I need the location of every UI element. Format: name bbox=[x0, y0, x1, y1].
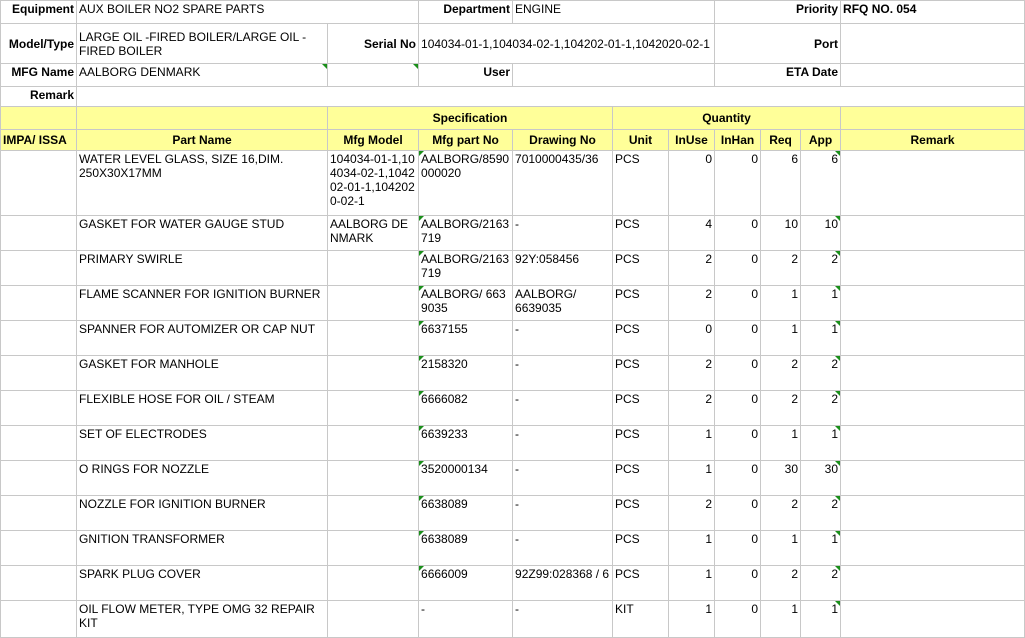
unit-cell[interactable]: PCS bbox=[613, 391, 669, 426]
impa-cell[interactable] bbox=[1, 461, 77, 496]
table-row bbox=[1, 286, 1025, 321]
drawing-no-header: Drawing No bbox=[513, 130, 613, 151]
drawing-no-cell[interactable]: - bbox=[513, 216, 613, 251]
mfg-model-cell[interactable] bbox=[328, 356, 419, 391]
req-cell[interactable]: 2 bbox=[761, 356, 801, 391]
mfg-model-cell[interactable] bbox=[328, 426, 419, 461]
table-row bbox=[1, 216, 1025, 251]
table-row bbox=[1, 496, 1025, 531]
remark-cell[interactable] bbox=[841, 601, 1025, 638]
req-cell[interactable]: 30 bbox=[761, 461, 801, 496]
table-row bbox=[1, 426, 1025, 461]
drawing-no-cell[interactable]: - bbox=[513, 601, 613, 638]
req-cell[interactable]: 1 bbox=[761, 531, 801, 566]
mfg-part-no-cell[interactable]: 6637155 bbox=[419, 321, 513, 356]
req-cell[interactable]: 2 bbox=[761, 391, 801, 426]
serial-label: Serial No bbox=[328, 24, 419, 64]
unit-cell[interactable]: PCS bbox=[613, 356, 669, 391]
inhan-cell[interactable]: 0 bbox=[715, 496, 761, 531]
priority-label: Priority bbox=[715, 1, 841, 24]
priority-value[interactable]: RFQ NO. 054 bbox=[841, 1, 1025, 24]
app-cell[interactable]: 2 bbox=[801, 391, 841, 426]
inuse-cell[interactable]: 2 bbox=[669, 391, 715, 426]
part-name-cell[interactable]: SET OF ELECTRODES bbox=[77, 426, 328, 461]
app-cell[interactable]: 10 bbox=[801, 216, 841, 251]
req-cell[interactable]: 1 bbox=[761, 321, 801, 356]
mfg-part-no-cell[interactable]: AALBORG/8590000020 bbox=[419, 151, 513, 216]
inhan-cell[interactable]: 0 bbox=[715, 286, 761, 321]
remark-cell[interactable] bbox=[841, 216, 1025, 251]
inuse-cell[interactable]: 1 bbox=[669, 566, 715, 601]
part-name-cell[interactable]: GASKET FOR MANHOLE bbox=[77, 356, 328, 391]
mfg-model-cell[interactable] bbox=[328, 601, 419, 638]
unit-header: Unit bbox=[613, 130, 669, 151]
impa-cell[interactable] bbox=[1, 566, 77, 601]
remark-header: Remark bbox=[841, 130, 1025, 151]
mfg-part-no-header: Mfg part No bbox=[419, 130, 513, 151]
part-name-cell[interactable]: NOZZLE FOR IGNITION BURNER bbox=[77, 496, 328, 531]
remark-value[interactable] bbox=[77, 87, 1025, 107]
inhan-cell[interactable]: 0 bbox=[715, 356, 761, 391]
mfg-model-cell[interactable] bbox=[328, 461, 419, 496]
drawing-no-cell[interactable]: - bbox=[513, 461, 613, 496]
inhan-cell[interactable]: 0 bbox=[715, 601, 761, 638]
app-cell[interactable]: 2 bbox=[801, 566, 841, 601]
inuse-cell[interactable]: 1 bbox=[669, 531, 715, 566]
inhan-header: InHan bbox=[715, 130, 761, 151]
app-cell[interactable]: 1 bbox=[801, 601, 841, 638]
part-name-cell[interactable]: O RINGS FOR NOZZLE bbox=[77, 461, 328, 496]
serial-value[interactable]: 104034-01-1,104034-02-1,104202-01-1,1042020-02-1 bbox=[419, 24, 715, 64]
app-cell[interactable]: 2 bbox=[801, 251, 841, 286]
inuse-cell[interactable]: 1 bbox=[669, 461, 715, 496]
mfg-label: MFG Name bbox=[1, 64, 77, 87]
req-cell[interactable]: 6 bbox=[761, 151, 801, 216]
inhan-cell[interactable]: 0 bbox=[715, 391, 761, 426]
unit-cell[interactable]: PCS bbox=[613, 531, 669, 566]
app-cell[interactable]: 2 bbox=[801, 496, 841, 531]
mfg-part-no-cell[interactable]: 3520000134 bbox=[419, 461, 513, 496]
mfg-part-no-cell[interactable]: AALBORG/2163719 bbox=[419, 216, 513, 251]
table-row bbox=[1, 321, 1025, 356]
app-cell[interactable]: 6 bbox=[801, 151, 841, 216]
unit-cell[interactable]: PCS bbox=[613, 251, 669, 286]
impa-cell[interactable] bbox=[1, 151, 77, 216]
unit-cell[interactable]: PCS bbox=[613, 496, 669, 531]
eta-label: ETA Date bbox=[715, 64, 841, 87]
remark-cell[interactable] bbox=[841, 391, 1025, 426]
mfg-part-no-cell[interactable]: 6638089 bbox=[419, 496, 513, 531]
impa-cell[interactable] bbox=[1, 321, 77, 356]
unit-cell[interactable]: PCS bbox=[613, 216, 669, 251]
mfg-part-no-cell[interactable]: 6666082 bbox=[419, 391, 513, 426]
model-value[interactable]: LARGE OIL -FIRED BOILER/LARGE OIL -FIRED BOILER bbox=[77, 24, 328, 64]
remark-cell[interactable] bbox=[841, 461, 1025, 496]
table-row bbox=[1, 151, 1025, 216]
app-cell[interactable]: 1 bbox=[801, 426, 841, 461]
specification-header: Specification bbox=[328, 107, 613, 130]
part-name-cell[interactable]: FLEXIBLE HOSE FOR OIL / STEAM bbox=[77, 391, 328, 426]
unit-cell[interactable]: PCS bbox=[613, 566, 669, 601]
part-name-cell[interactable]: OIL FLOW METER, TYPE OMG 32 REPAIR KIT bbox=[77, 601, 328, 638]
quantity-header: Quantity bbox=[613, 107, 841, 130]
inhan-cell[interactable]: 0 bbox=[715, 251, 761, 286]
req-cell[interactable]: 2 bbox=[761, 566, 801, 601]
table-row bbox=[1, 531, 1025, 566]
impa-cell[interactable] bbox=[1, 531, 77, 566]
equipment-row bbox=[1, 1, 1025, 24]
impa-cell[interactable] bbox=[1, 286, 77, 321]
unit-cell[interactable]: PCS bbox=[613, 426, 669, 461]
app-cell[interactable]: 1 bbox=[801, 286, 841, 321]
unit-cell[interactable]: PCS bbox=[613, 151, 669, 216]
table-row bbox=[1, 356, 1025, 391]
table-row bbox=[1, 601, 1025, 638]
drawing-no-cell[interactable]: 92Z99:028368 / 6 bbox=[513, 566, 613, 601]
inhan-cell[interactable]: 0 bbox=[715, 426, 761, 461]
drawing-no-cell[interactable]: - bbox=[513, 496, 613, 531]
req-cell[interactable]: 1 bbox=[761, 286, 801, 321]
part-name-cell[interactable]: WATER LEVEL GLASS, SIZE 16,DIM. 250X30X17MM bbox=[77, 151, 328, 216]
impa-header: IMPA/ ISSA bbox=[1, 130, 77, 151]
remark-cell[interactable] bbox=[841, 321, 1025, 356]
mfg-model-cell[interactable] bbox=[328, 531, 419, 566]
inhan-cell[interactable]: 0 bbox=[715, 321, 761, 356]
column-group-header bbox=[1, 107, 1025, 130]
mfg-model-cell[interactable] bbox=[328, 496, 419, 531]
impa-cell[interactable] bbox=[1, 251, 77, 286]
inuse-cell[interactable]: 2 bbox=[669, 286, 715, 321]
mfg-model-cell[interactable]: AALBORG DENMARK bbox=[328, 216, 419, 251]
column-header bbox=[1, 130, 1025, 151]
unit-cell[interactable]: PCS bbox=[613, 286, 669, 321]
part-name-cell[interactable]: SPARK PLUG COVER bbox=[77, 566, 328, 601]
inuse-cell[interactable]: 2 bbox=[669, 251, 715, 286]
inuse-cell[interactable]: 1 bbox=[669, 426, 715, 461]
req-cell[interactable]: 1 bbox=[761, 601, 801, 638]
inhan-cell[interactable]: 0 bbox=[715, 531, 761, 566]
remark-cell[interactable] bbox=[841, 356, 1025, 391]
impa-cell[interactable] bbox=[1, 426, 77, 461]
impa-group-cell bbox=[1, 107, 77, 130]
part-name-cell[interactable]: FLAME SCANNER FOR IGNITION BURNER bbox=[77, 286, 328, 321]
remark-label: Remark bbox=[1, 87, 77, 107]
mfg-model-cell[interactable] bbox=[328, 566, 419, 601]
part-name-cell[interactable]: GNITION TRANSFORMER bbox=[77, 531, 328, 566]
user-label: User bbox=[419, 64, 513, 87]
model-row bbox=[1, 24, 1025, 64]
part-name-header: Part Name bbox=[77, 130, 328, 151]
impa-cell[interactable] bbox=[1, 356, 77, 391]
part-name-cell[interactable]: SPANNER FOR AUTOMIZER OR CAP NUT bbox=[77, 321, 328, 356]
mfg-part-no-cell[interactable]: - bbox=[419, 601, 513, 638]
req-header: Req bbox=[761, 130, 801, 151]
mfg-model-cell[interactable] bbox=[328, 286, 419, 321]
eta-value[interactable] bbox=[841, 64, 1025, 87]
impa-cell[interactable] bbox=[1, 496, 77, 531]
app-cell[interactable]: 1 bbox=[801, 321, 841, 356]
inuse-cell[interactable]: 0 bbox=[669, 151, 715, 216]
port-value[interactable] bbox=[841, 24, 1025, 64]
mfg-model-header: Mfg Model bbox=[328, 130, 419, 151]
mfg-spacer bbox=[328, 64, 419, 87]
table-row bbox=[1, 251, 1025, 286]
req-cell[interactable]: 1 bbox=[761, 426, 801, 461]
app-cell[interactable]: 1 bbox=[801, 531, 841, 566]
remark-row bbox=[1, 87, 1025, 107]
mfg-model-cell[interactable]: 104034-01-1,104034-02-1,104202-01-1,1042020-02-1 bbox=[328, 151, 419, 216]
remark-cell[interactable] bbox=[841, 426, 1025, 461]
mfg-part-no-cell[interactable]: 6638089 bbox=[419, 531, 513, 566]
user-value[interactable] bbox=[513, 64, 715, 87]
remark-cell[interactable] bbox=[841, 286, 1025, 321]
remark-cell[interactable] bbox=[841, 151, 1025, 216]
impa-cell[interactable] bbox=[1, 391, 77, 426]
drawing-no-cell[interactable]: AALBORG/ 6639035 bbox=[513, 286, 613, 321]
drawing-no-cell[interactable]: 7010000435/36 bbox=[513, 151, 613, 216]
drawing-no-cell[interactable]: - bbox=[513, 391, 613, 426]
port-label: Port bbox=[715, 24, 841, 64]
drawing-no-cell[interactable]: - bbox=[513, 426, 613, 461]
mfg-part-no-cell[interactable]: 6639233 bbox=[419, 426, 513, 461]
remark-cell[interactable] bbox=[841, 566, 1025, 601]
req-cell[interactable]: 2 bbox=[761, 251, 801, 286]
mfg-model-cell[interactable] bbox=[328, 251, 419, 286]
inuse-cell[interactable]: 4 bbox=[669, 216, 715, 251]
table-row bbox=[1, 391, 1025, 426]
inhan-cell[interactable]: 0 bbox=[715, 216, 761, 251]
equipment-value[interactable]: AUX BOILER NO2 SPARE PARTS bbox=[77, 1, 419, 24]
inhan-cell[interactable]: 0 bbox=[715, 566, 761, 601]
mfg-model-cell[interactable] bbox=[328, 321, 419, 356]
remark-cell[interactable] bbox=[841, 496, 1025, 531]
inuse-header: InUse bbox=[669, 130, 715, 151]
remark-cell[interactable] bbox=[841, 251, 1025, 286]
mfg-part-no-cell[interactable]: 6666009 bbox=[419, 566, 513, 601]
mfg-part-no-cell[interactable]: 2158320 bbox=[419, 356, 513, 391]
app-header: App bbox=[801, 130, 841, 151]
table-row bbox=[1, 566, 1025, 601]
unit-cell[interactable]: PCS bbox=[613, 321, 669, 356]
remark-cell[interactable] bbox=[841, 531, 1025, 566]
mfg-model-cell[interactable] bbox=[328, 391, 419, 426]
inuse-cell[interactable]: 2 bbox=[669, 496, 715, 531]
part-name-cell[interactable]: PRIMARY SWIRLE bbox=[77, 251, 328, 286]
req-cell[interactable]: 10 bbox=[761, 216, 801, 251]
drawing-no-cell[interactable]: 92Y:058456 bbox=[513, 251, 613, 286]
app-cell[interactable]: 2 bbox=[801, 356, 841, 391]
unit-cell[interactable]: KIT bbox=[613, 601, 669, 638]
app-cell[interactable]: 30 bbox=[801, 461, 841, 496]
inuse-cell[interactable]: 0 bbox=[669, 321, 715, 356]
remark-group-cell bbox=[841, 107, 1025, 130]
mfg-part-no-cell[interactable]: AALBORG/2163719 bbox=[419, 251, 513, 286]
impa-cell[interactable] bbox=[1, 216, 77, 251]
inhan-cell[interactable]: 0 bbox=[715, 151, 761, 216]
mfg-row bbox=[1, 64, 1025, 87]
inuse-cell[interactable]: 1 bbox=[669, 601, 715, 638]
table-row bbox=[1, 461, 1025, 496]
equipment-label: Equipment bbox=[1, 1, 77, 24]
inhan-cell[interactable]: 0 bbox=[715, 461, 761, 496]
department-label: Department bbox=[419, 1, 513, 24]
department-value[interactable]: ENGINE bbox=[513, 1, 715, 24]
drawing-no-cell[interactable]: - bbox=[513, 531, 613, 566]
inuse-cell[interactable]: 2 bbox=[669, 356, 715, 391]
impa-cell[interactable] bbox=[1, 601, 77, 638]
unit-cell[interactable]: PCS bbox=[613, 461, 669, 496]
model-label: Model/Type bbox=[1, 24, 77, 64]
drawing-no-cell[interactable]: - bbox=[513, 321, 613, 356]
part-name-cell[interactable]: GASKET FOR WATER GAUGE STUD bbox=[77, 216, 328, 251]
req-cell[interactable]: 2 bbox=[761, 496, 801, 531]
part-group-cell bbox=[77, 107, 328, 130]
drawing-no-cell[interactable]: - bbox=[513, 356, 613, 391]
mfg-value[interactable]: AALBORG DENMARK bbox=[77, 64, 328, 87]
mfg-part-no-cell[interactable]: AALBORG/ 6639035 bbox=[419, 286, 513, 321]
